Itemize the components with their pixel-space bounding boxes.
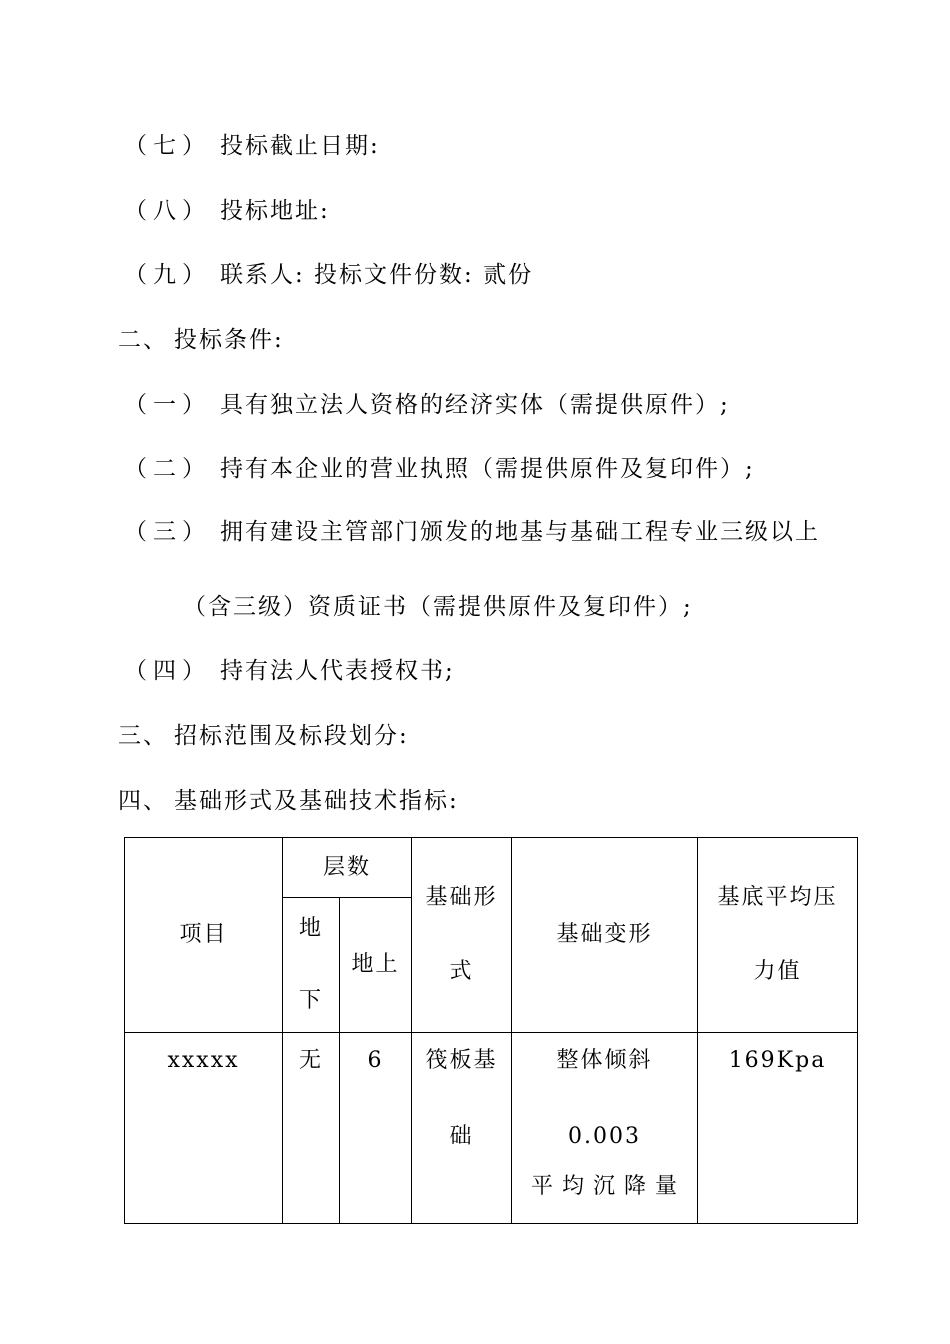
- condition-3: [124, 517, 820, 547]
- item-text: 投标截止日期:: [220, 133, 380, 159]
- cell-item: xxxxx: [125, 1033, 283, 1224]
- cell-aboveground: 6: [340, 1033, 412, 1224]
- condition-4: [124, 656, 455, 686]
- section-4-heading: [118, 786, 459, 816]
- item-number: （四）: [124, 658, 211, 684]
- condition-3-continuation: [183, 592, 693, 622]
- header-underground-line1: 地: [298, 916, 323, 941]
- item-text: 具有独立法人资格的经济实体（需提供原件）;: [220, 392, 730, 418]
- item-number: （七）: [124, 133, 211, 159]
- condition-2: [124, 454, 755, 484]
- table-header-row-1: [125, 838, 858, 898]
- cell-deform-line1: 整体倾斜: [556, 1048, 653, 1073]
- section-title: 投标条件:: [174, 327, 284, 353]
- item-text: 投标地址:: [220, 198, 330, 224]
- section-title: 招标范围及标段划分:: [174, 723, 409, 749]
- item-text: 持有法人代表授权书;: [220, 658, 455, 684]
- item-number: （三）: [124, 519, 211, 545]
- cell-deform-line3: 平 均 沉 降 量: [531, 1174, 678, 1199]
- section-title: 基础形式及基础技术指标:: [174, 788, 459, 814]
- header-floors: 层数: [283, 838, 412, 898]
- cell-foundation-line2: 础: [449, 1124, 474, 1149]
- item-number: （一）: [124, 392, 211, 418]
- item-9: [124, 260, 533, 290]
- header-pressure-line1: 基底平均压: [717, 885, 838, 910]
- section-number: 三、: [118, 723, 168, 749]
- item-8: [124, 196, 330, 226]
- foundation-spec-table: [124, 837, 858, 1224]
- header-underground-line2: 下: [298, 988, 323, 1013]
- item-number: （九）: [124, 262, 211, 288]
- header-aboveground: 地上: [340, 898, 412, 1033]
- header-underground: [283, 898, 340, 1033]
- table-row: [125, 1033, 858, 1224]
- item-7: [124, 131, 380, 161]
- item-text: 持有本企业的营业执照（需提供原件及复印件）;: [220, 456, 755, 482]
- section-number: 二、: [118, 327, 168, 353]
- item-number: （二）: [124, 456, 211, 482]
- item-number: （八）: [124, 198, 211, 224]
- header-item: 项目: [125, 838, 283, 1033]
- section-2-heading: [118, 325, 284, 355]
- cell-deform-line2: 0.003: [568, 1124, 641, 1149]
- header-foundation-type-line2: 式: [449, 959, 474, 984]
- item-text: 联系人: 投标文件份数: 贰份: [220, 262, 534, 288]
- cell-foundation-type: [412, 1033, 512, 1224]
- cell-base-pressure: 169Kpa: [698, 1033, 858, 1224]
- header-foundation-type-line1: 基础形: [425, 885, 498, 910]
- item-text: 拥有建设主管部门颁发的地基与基础工程专业三级以上: [220, 519, 820, 545]
- section-number: 四、: [118, 788, 168, 814]
- header-deformation: 基础变形: [512, 838, 698, 1033]
- header-foundation-type: [412, 838, 512, 1033]
- item-text: （含三级）资质证书（需提供原件及复印件）;: [183, 594, 693, 620]
- section-3-heading: [118, 721, 409, 751]
- cell-underground: 无: [283, 1033, 340, 1224]
- condition-1: [124, 390, 730, 420]
- header-pressure-line2: 力值: [753, 959, 802, 984]
- cell-foundation-line1: 筏板基: [425, 1048, 498, 1073]
- header-base-pressure: [698, 838, 858, 1033]
- cell-deformation: [512, 1033, 698, 1224]
